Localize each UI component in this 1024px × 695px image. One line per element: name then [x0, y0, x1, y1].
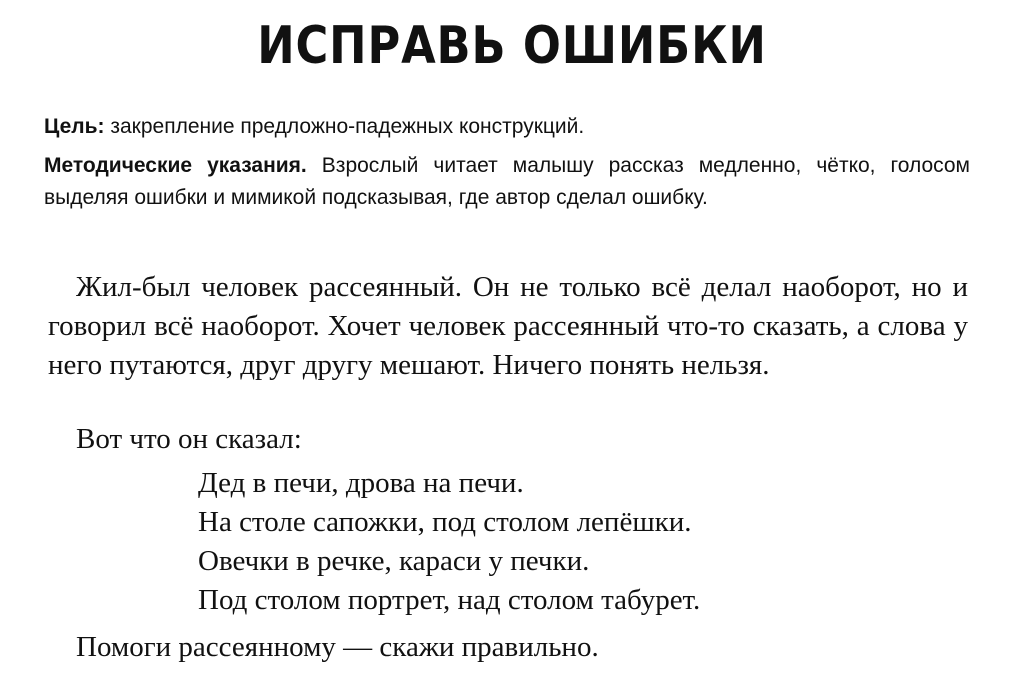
story-intro: Вот что он сказал: [76, 423, 302, 455]
goal-label: Цель: [44, 115, 105, 138]
final-instruction: Помоги рассеянному — скажи правильно. [76, 631, 599, 663]
story-text: Жил-был человек рассеянный. Он не только всё делал наоборот, но и говорил всё наоборот. Хочет человек рассеянный что-то сказать, а слова у него путаются, друг другу мешают. Ничего понять нельзя. [48, 271, 968, 381]
method-paragraph [44, 150, 970, 214]
poem-line: Овечки в речке, караси у печки. [198, 545, 590, 577]
page-title: ИСПРАВЬ ОШИБКИ [257, 16, 767, 76]
poem-line: Дед в печи, дрова на печи. [198, 467, 524, 499]
poem-line: На столе сапожки, под столом лепёшки. [198, 506, 692, 538]
method-text: Взрослый читает малышу рассказ медленно, чётко, голосом выделяя ошибки и мимикой подсказывая, где автор сделал ошибку. [44, 154, 970, 209]
goal-line [44, 112, 984, 142]
poem [198, 464, 700, 620]
story-paragraph [48, 268, 968, 385]
method-label: Методические указания. [44, 154, 307, 177]
goal-text: закрепление предложно-падежных конструкций. [104, 115, 585, 138]
poem-line: Под столом портрет, над столом табурет. [198, 584, 701, 616]
